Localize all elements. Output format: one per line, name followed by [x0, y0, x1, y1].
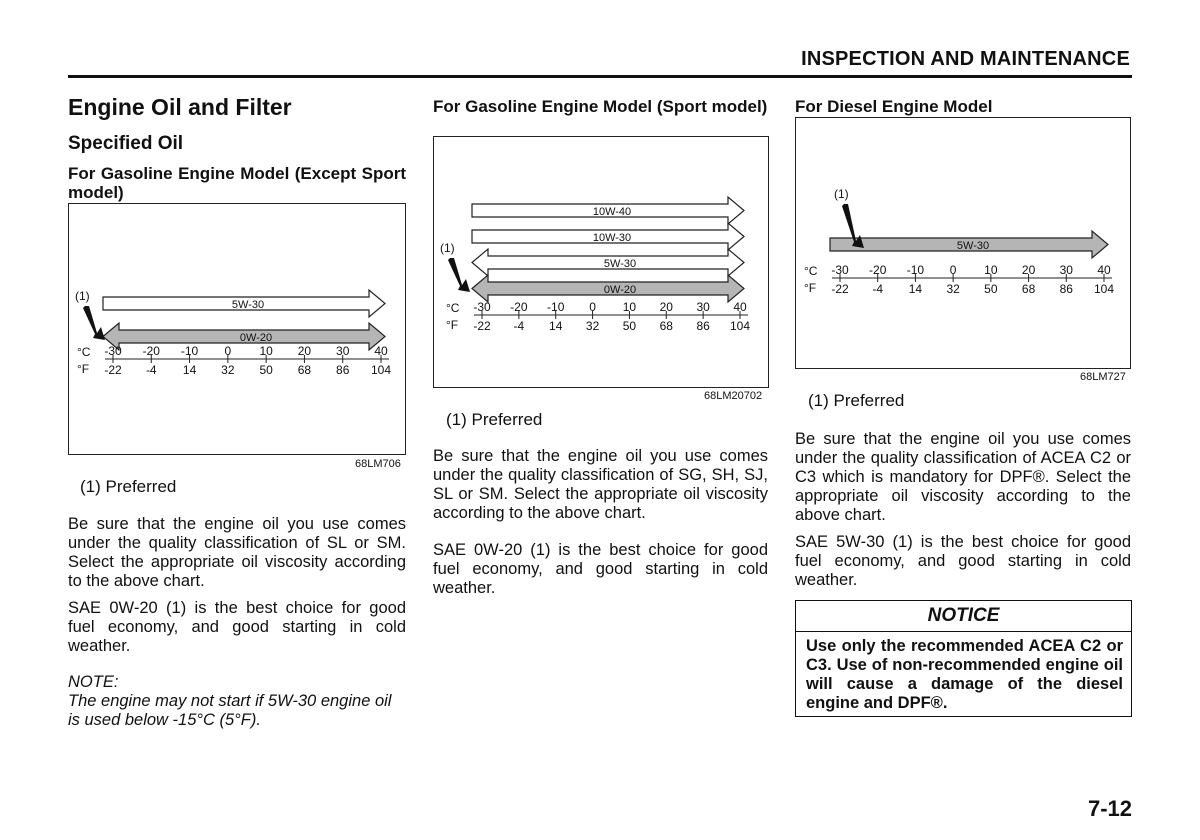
viscosity-label-5w-30: 5W-30 — [956, 240, 990, 252]
middle-figure-code: 68LM20702 — [704, 390, 763, 402]
axis-label-fahrenheit: °F — [804, 281, 817, 295]
right-paragraph-1: Be sure that the engine oil you use comes under the quality classification of ACEA C2 or C3 which is mandatory for DPF®. Select the appropriate oil viscosity according to the above chart. — [795, 430, 1131, 524]
left-chart-heading: For Gasoline Engine Model (Except Sport model) — [68, 164, 406, 202]
celsius-tick-label: -20 — [869, 263, 887, 277]
fahrenheit-tick-label: 32 — [221, 363, 235, 377]
fahrenheit-tick-label: 14 — [182, 363, 197, 377]
page-number: 7-12 — [1087, 796, 1132, 821]
celsius-tick-label: 40 — [733, 300, 747, 314]
fahrenheit-tick-label: -22 — [473, 319, 491, 333]
celsius-tick-label: -10 — [906, 263, 925, 277]
celsius-tick-label: 20 — [659, 300, 673, 314]
fahrenheit-tick-label: 104 — [1093, 282, 1115, 296]
celsius-tick-label: -20 — [510, 300, 528, 314]
celsius-tick-label: 20 — [297, 344, 312, 358]
celsius-tick-label: -10 — [180, 344, 199, 358]
callout-label: (1) — [75, 289, 90, 303]
celsius-tick-label: 0 — [589, 300, 596, 314]
axis-label-celsius: °C — [77, 345, 91, 359]
right-preferred-label: (1) Preferred — [808, 391, 905, 410]
celsius-tick-label: -30 — [831, 263, 849, 277]
middle-chart-frame — [433, 136, 769, 388]
right-chart-frame — [795, 117, 1131, 369]
fahrenheit-tick-label: 50 — [984, 282, 998, 296]
notice-text: Use only the recommended ACEA C2 or C3. Use of non-recommended engine oil will cause a damage of the diesel engine and DPF®. — [806, 637, 1123, 712]
notice-title: NOTICE — [796, 601, 1131, 632]
fahrenheit-tick-label: 32 — [946, 282, 960, 296]
celsius-tick-label: 10 — [984, 263, 998, 277]
fahrenheit-tick-label: 68 — [1021, 282, 1036, 296]
celsius-tick-label: 30 — [1059, 263, 1073, 277]
middle-oil-viscosity-chart — [434, 137, 768, 387]
left-oil-viscosity-chart — [69, 204, 405, 454]
viscosity-label-0w-20: 0W-20 — [239, 332, 273, 344]
fahrenheit-tick-label: 50 — [622, 319, 637, 333]
fahrenheit-tick-label: 68 — [659, 319, 673, 333]
celsius-tick-label: -30 — [104, 344, 122, 358]
middle-paragraph-2: SAE 0W-20 (1) is the best choice for good fuel economy, and good starting in cold weather. — [433, 541, 768, 597]
axis-label-fahrenheit: °F — [446, 318, 459, 332]
left-preferred-label: (1) Preferred — [80, 477, 177, 496]
viscosity-label-10w-30: 10W-30 — [592, 232, 632, 244]
fahrenheit-tick-label: -4 — [872, 282, 884, 296]
fahrenheit-tick-label: 68 — [297, 363, 312, 377]
axis-label-celsius: °C — [804, 264, 818, 278]
note-label: NOTE: — [68, 673, 119, 691]
celsius-tick-label: 40 — [374, 344, 388, 358]
middle-chart-heading: For Gasoline Engine Model (Sport model) — [433, 97, 768, 116]
section-subtitle: Specified Oil — [68, 133, 184, 154]
celsius-tick-label: 30 — [696, 300, 710, 314]
viscosity-label-0w-20: 0W-20 — [603, 284, 637, 296]
fahrenheit-tick-label: 86 — [696, 319, 710, 333]
fahrenheit-tick-label: -4 — [513, 319, 525, 333]
fahrenheit-tick-label: 50 — [259, 363, 273, 377]
left-figure-code: 68LM706 — [355, 458, 401, 470]
callout-arrow-icon — [448, 258, 470, 292]
fahrenheit-tick-label: -22 — [104, 363, 122, 377]
fahrenheit-tick-label: 86 — [1059, 282, 1073, 296]
right-paragraph-2: SAE 5W-30 (1) is the best choice for good fuel economy, and good starting in cold weather. — [795, 533, 1131, 589]
fahrenheit-tick-label: 32 — [585, 319, 600, 333]
right-chart-heading: For Diesel Engine Model — [795, 97, 993, 116]
callout-label: (1) — [440, 241, 455, 255]
celsius-tick-label: -30 — [473, 300, 491, 314]
viscosity-label-5w-30: 5W-30 — [231, 299, 265, 311]
fahrenheit-tick-label: 14 — [549, 319, 563, 333]
right-figure-code: 68LM727 — [1080, 371, 1126, 383]
middle-paragraph-1: Be sure that the engine oil you use comes under the quality classification of SG, SH, SJ, SL or SM. Select the appropriate oil viscosity according to the above chart. — [433, 447, 768, 522]
celsius-tick-label: -10 — [547, 300, 565, 314]
fahrenheit-tick-label: 14 — [908, 282, 923, 296]
celsius-tick-label: 20 — [1021, 263, 1036, 277]
fahrenheit-tick-label: -4 — [145, 363, 157, 377]
callout-arrow-icon — [83, 306, 105, 340]
fahrenheit-tick-label: 86 — [336, 363, 350, 377]
fahrenheit-tick-label: 104 — [370, 363, 392, 377]
callout-label: (1) — [834, 187, 849, 201]
note-text: The engine may not start if 5W-30 engine oil is used below -15°C (5°F). — [68, 692, 392, 729]
celsius-tick-label: 0 — [949, 263, 957, 277]
header-divider — [68, 75, 1132, 78]
left-paragraph-2: SAE 0W-20 (1) is the best choice for good fuel economy, and good starting in cold weather. — [68, 599, 406, 655]
axis-label-fahrenheit: °F — [77, 362, 90, 376]
page-title: Engine Oil and Filter — [68, 94, 292, 120]
viscosity-label-5w-30: 5W-30 — [603, 258, 637, 270]
middle-preferred-label: (1) Preferred — [446, 410, 543, 429]
notice-box — [795, 600, 1132, 717]
celsius-tick-label: 0 — [224, 344, 232, 358]
fahrenheit-tick-label: 104 — [729, 319, 751, 333]
right-oil-viscosity-chart — [796, 118, 1130, 368]
section-title: INSPECTION AND MAINTENANCE — [801, 48, 1130, 70]
axis-label-celsius: °C — [446, 301, 460, 315]
celsius-tick-label: 10 — [259, 344, 273, 358]
celsius-tick-label: -20 — [142, 344, 160, 358]
celsius-tick-label: 10 — [622, 300, 637, 314]
celsius-tick-label: 30 — [336, 344, 350, 358]
fahrenheit-tick-label: -22 — [831, 282, 849, 296]
celsius-tick-label: 40 — [1097, 263, 1111, 277]
left-chart-frame — [68, 203, 406, 455]
viscosity-label-10w-40: 10W-40 — [592, 206, 632, 218]
left-paragraph-1: Be sure that the engine oil you use comes under the quality classification of SL or SM. Select the appropriate oil viscosity according to the above chart. — [68, 515, 406, 590]
